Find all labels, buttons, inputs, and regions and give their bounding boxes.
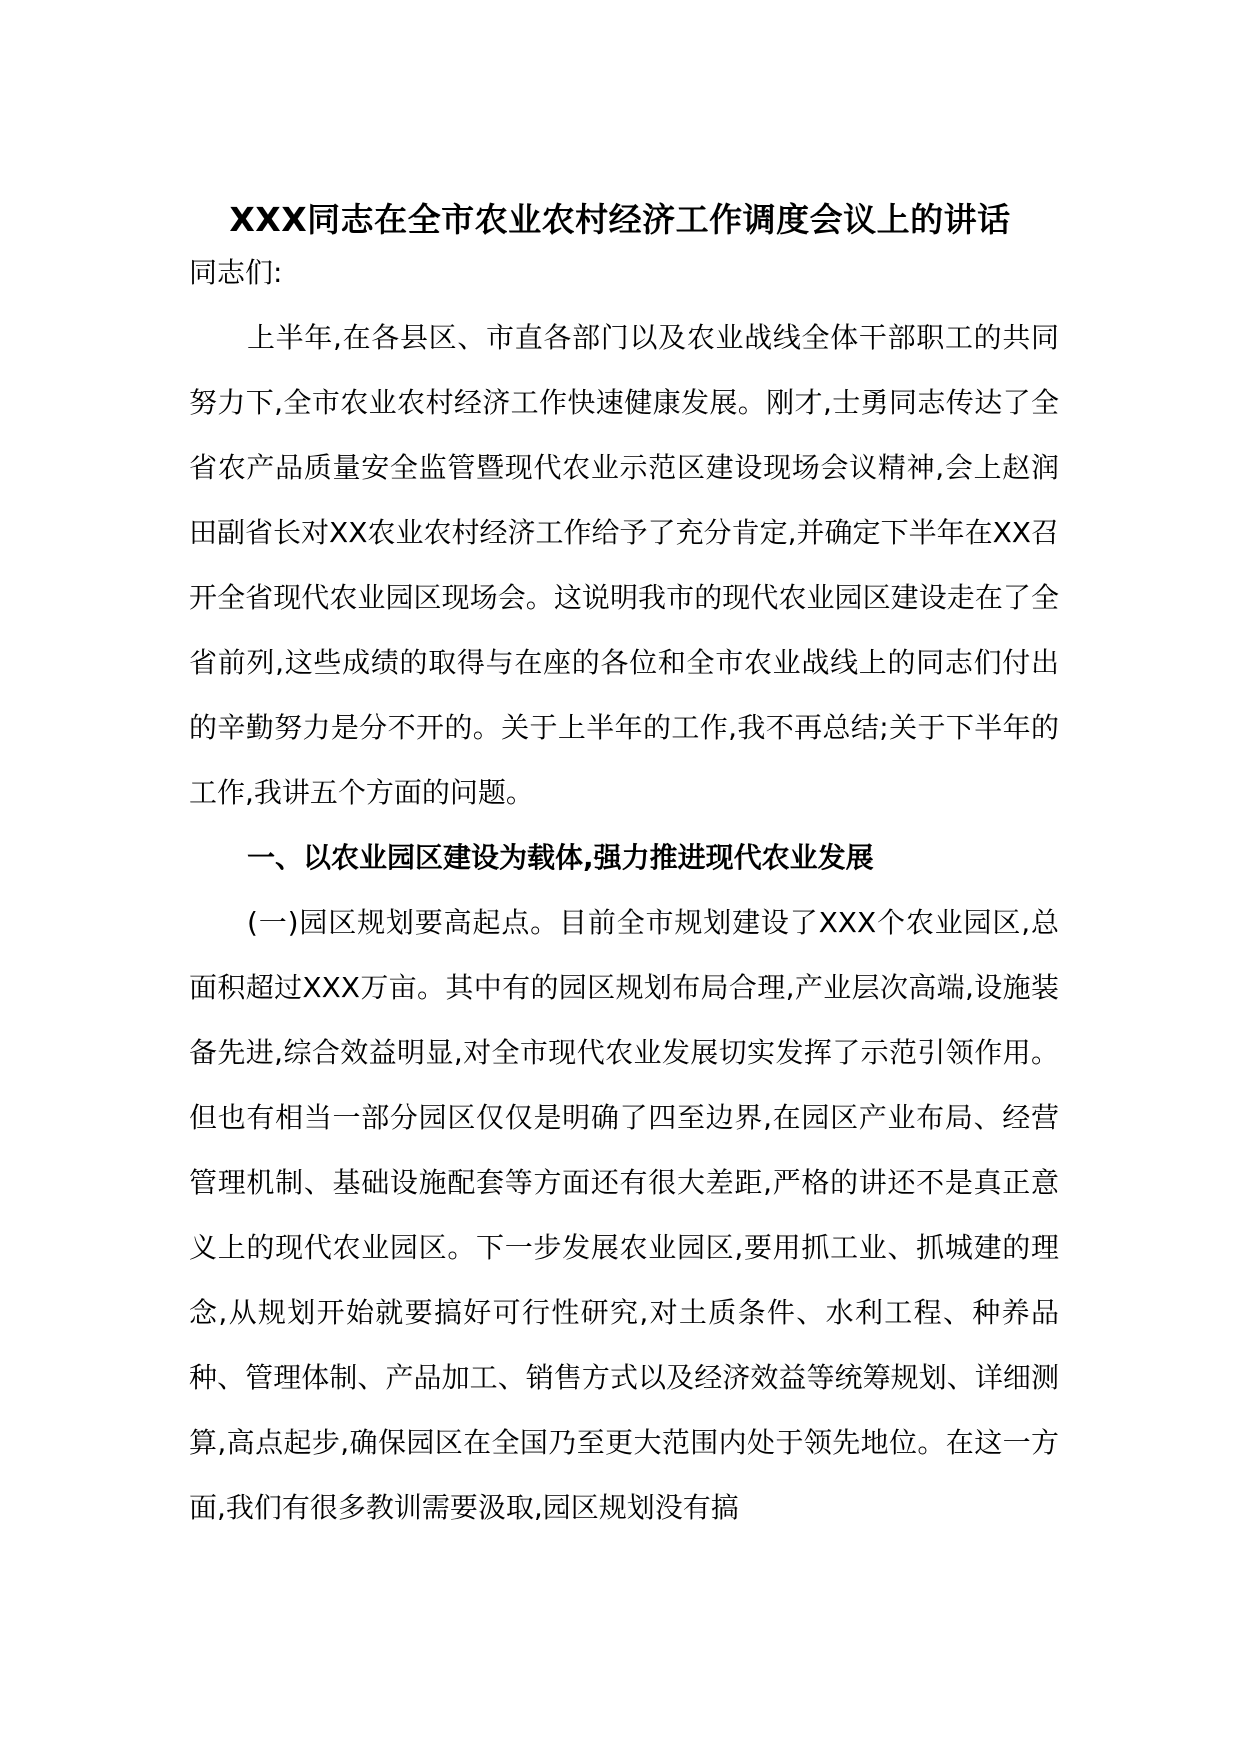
- document-body: [189, 240, 1059, 1540]
- paragraph: (一)园区规划要高起点。目前全市规划建设了XXX个农业园区,总面积超过XXX万亩。其中有的园区规划布局合理,产业层次高端,设施装备先进,综合效益明显,对全市现代农业发展切实发挥了示范引领作用。但也有相当一部分园区仅仅是明确了四至边界,在园区产业布局、经营管理机制、基础设施配套等方面还有很大差距,严格的讲还不是真正意义上的现代农业园区。下一步发展农业园区,要用抓工业、抓城建的理念,从规划开始就要搞好可行性研究,对土质条件、水利工程、种养品种、管理体制、产品加工、销售方式以及经济效益等统筹规划、详细测算,高点起步,确保园区在全国乃至更大范围内处于领先地位。在这一方面,我们有很多教训需要汲取,园区规划没有搞: [189, 906, 1059, 1524]
- section-heading: 一、以农业园区建设为载体,强力推进现代农业发展: [247, 841, 874, 874]
- salutation: 同志们:: [189, 256, 283, 289]
- paragraph: 上半年,在各县区、市直各部门以及农业战线全体干部职工的共同努力下,全市农业农村经济工作快速健康发展。刚才,士勇同志传达了全省农产品质量安全监管暨现代农业示范区建设现场会议精神,会上赵润田副省长对XX农业农村经济工作给予了充分肯定,并确定下半年在XX召开全省现代农业园区现场会。这说明我市的现代农业园区建设走在了全省前列,这些成绩的取得与在座的各位和全市农业战线上的同志们付出的辛勤努力是分不开的。关于上半年的工作,我不再总结;关于下半年的工作,我讲五个方面的问题。: [189, 321, 1059, 809]
- document-title: XXX同志在全市农业农村经济工作调度会议上的讲话: [229, 200, 1011, 239]
